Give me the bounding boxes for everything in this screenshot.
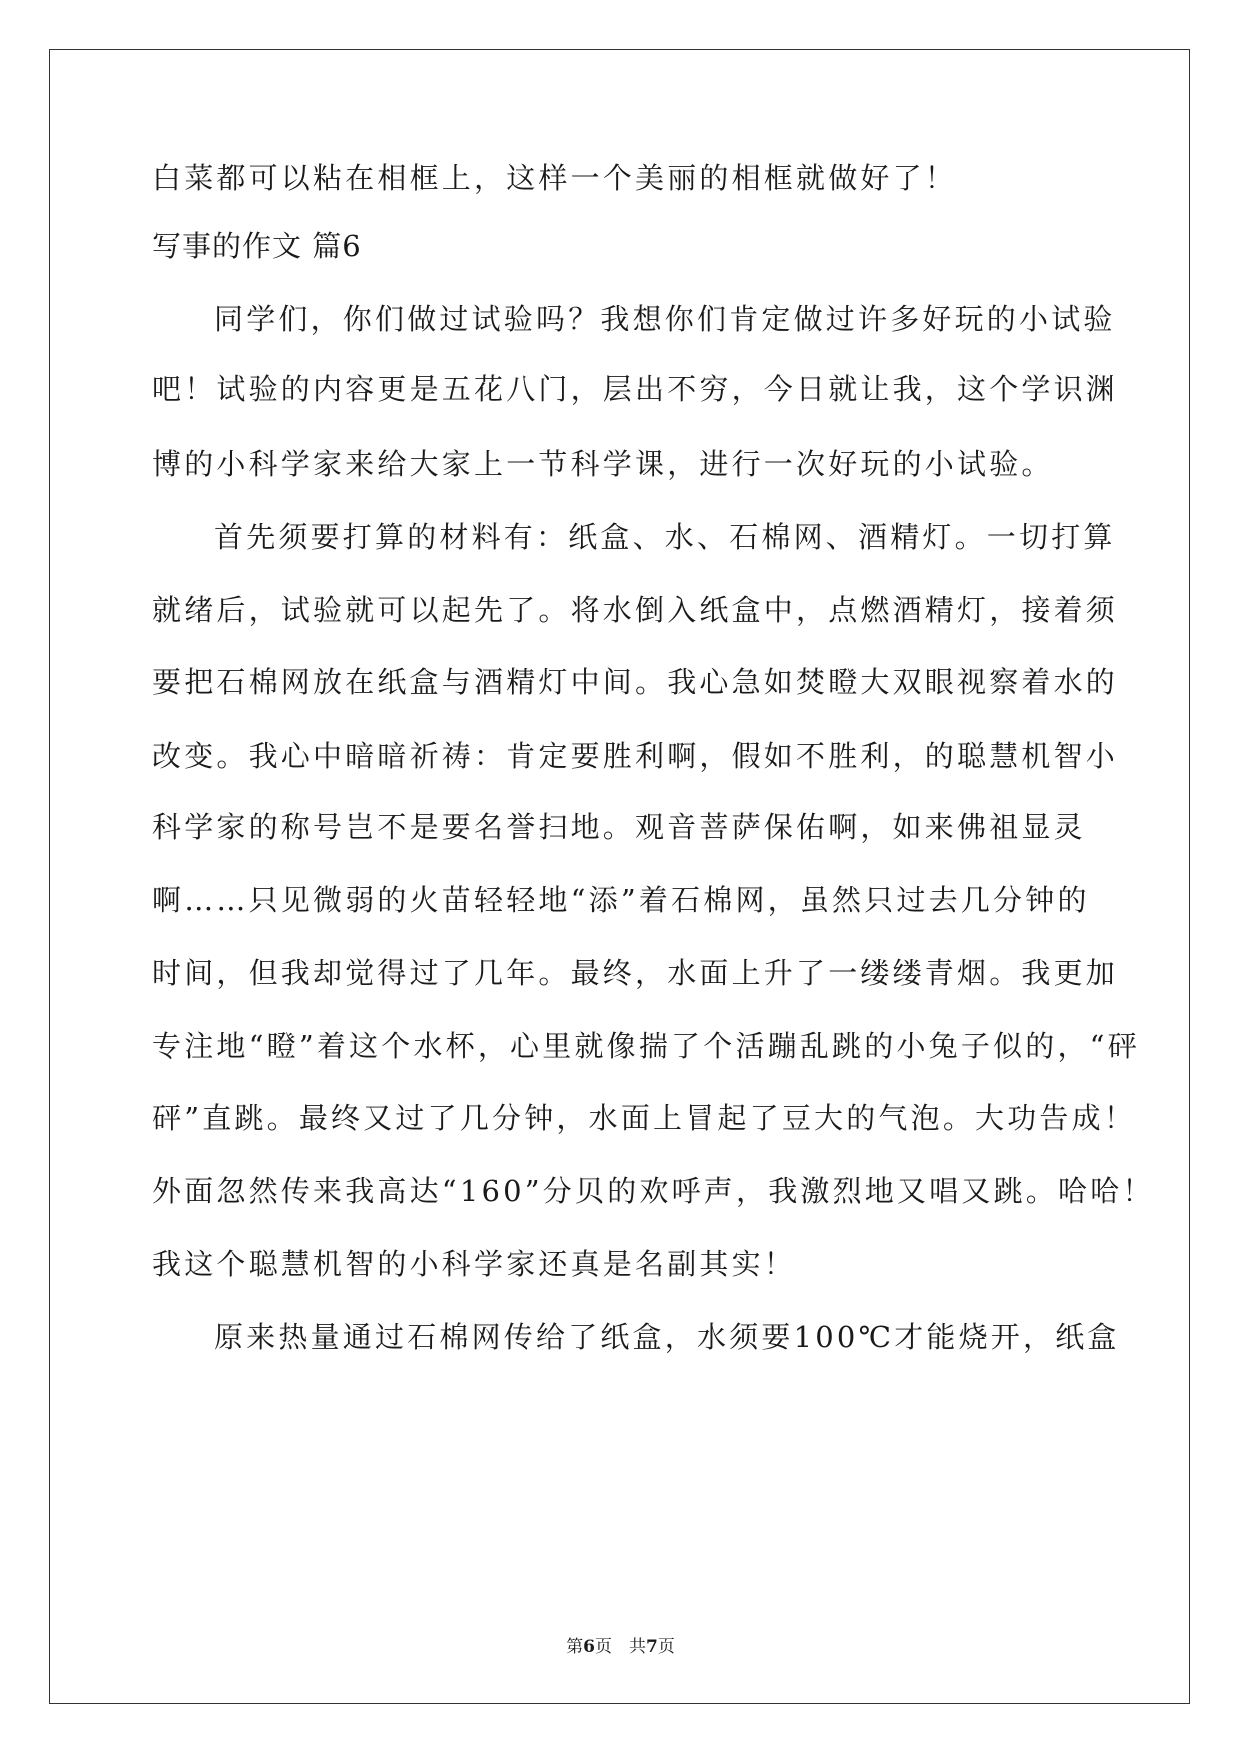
paragraph-3-line-1: 原来热量通过石棉网传给了纸盒，水须要100℃才能烧开，纸盒 bbox=[214, 1320, 1120, 1354]
page-label-prefix: 第 bbox=[566, 1637, 584, 1657]
paragraph-2-line-9: 砰”直跳。最终又过了几分钟，水面上冒起了豆大的气泡。大功告成！ bbox=[152, 1101, 1137, 1135]
page-border bbox=[49, 49, 1190, 1704]
total-page-number: 7 bbox=[646, 1637, 658, 1657]
paragraph-1-line-1: 同学们，你们做过试验吗？我想你们肯定做过许多好玩的小试验 bbox=[214, 302, 1116, 336]
paragraph-2-line-8: 专注地“瞪”着这个水杯，心里就像揣了个活蹦乱跳的小兔子似的，“砰 bbox=[152, 1029, 1140, 1063]
paragraph-2-line-11: 我这个聪慧机智的小科学家还真是名副其实！ bbox=[152, 1247, 797, 1281]
paragraph-2-line-3: 要把石棉网放在纸盒与酒精灯中间。我心急如焚瞪大双眼视察着水的 bbox=[152, 665, 1119, 699]
current-page-number: 6 bbox=[583, 1637, 595, 1657]
paragraph-2-line-2: 就绪后，试验就可以起先了。将水倒入纸盒中，点燃酒精灯，接着须 bbox=[152, 593, 1119, 627]
paragraph-2-line-7: 时间，但我却觉得过了几年。最终，水面上升了一缕缕青烟。我更加 bbox=[152, 956, 1119, 990]
page-footer bbox=[0, 1636, 1241, 1658]
section-heading: 写事的作文 篇6 bbox=[152, 229, 362, 263]
paragraph-2-line-10: 外面忽然传来我高达“160”分贝的欢呼声，我激烈地又唱又跳。哈哈！ bbox=[152, 1174, 1155, 1208]
paragraph-2-line-6: 啊……只见微弱的火苗轻轻地“添”着石棉网，虽然只过去几分钟的 bbox=[152, 883, 1090, 917]
paragraph-1-line-3: 博的小科学家来给大家上一节科学课，进行一次好玩的小试验。 bbox=[152, 447, 1054, 481]
paragraph-2-line-1: 首先须要打算的材料有：纸盒、水、石棉网、酒精灯。一切打算 bbox=[214, 520, 1116, 554]
body-text-line: 白菜都可以粘在相框上，这样一个美丽的相框就做好了！ bbox=[152, 161, 958, 195]
paragraph-2-line-4: 改变。我心中暗暗祈祷：肯定要胜利啊，假如不胜利，的聪慧机智小 bbox=[152, 739, 1119, 773]
page-label-mid: 页 共 bbox=[595, 1637, 646, 1657]
paragraph-1-line-2: 吧！试验的内容更是五花八门，层出不穷，今日就让我，这个学识渊 bbox=[152, 372, 1119, 406]
page-label-suffix: 页 bbox=[657, 1637, 675, 1657]
paragraph-2-line-5: 科学家的称号岂不是要名誉扫地。观音菩萨保佑啊，如来佛祖显灵 bbox=[152, 810, 1086, 844]
